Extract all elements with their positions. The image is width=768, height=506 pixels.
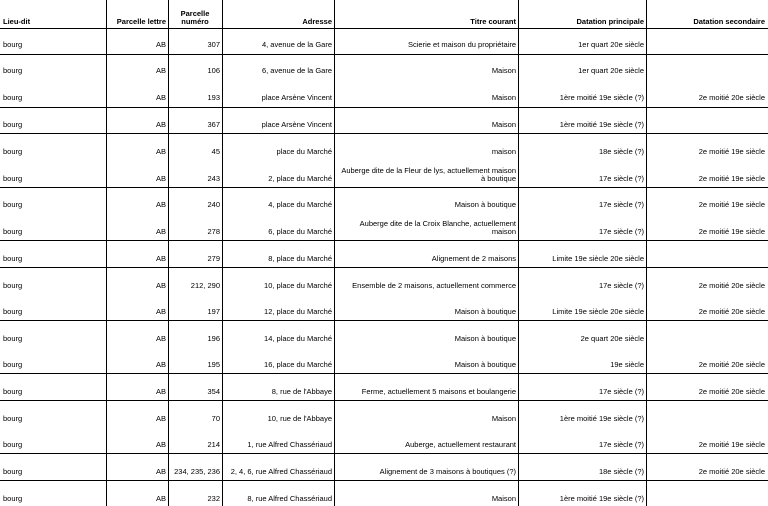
cell-datation-principale: Limite 19e siècle 20e siècle [552,307,644,316]
cell-parcelle-numero: 279 [207,254,220,263]
column-divider [222,0,223,506]
cell-parcelle-lettre: AB [155,40,166,49]
cell-parcelle-lettre: AB [155,414,166,423]
cell-datation-principale: Limite 19e siècle 20e siècle [552,254,644,263]
header-lieu-dit: Lieu-dit [3,17,31,26]
cell-lieu-dit: bourg [3,281,23,290]
column-divider [168,0,169,506]
cell-datation-secondaire: 2e moitié 20e siècle [698,281,765,290]
cell-datation-principale: 1er quart 20e siècle [578,40,644,49]
cell-titre-courant: Maison à boutique [454,360,516,369]
header-datation-principale: Datation principale [576,17,644,26]
cell-parcelle-lettre: AB [155,200,166,209]
column-divider [518,0,519,506]
cell-parcelle-numero: 197 [207,307,220,316]
cell-adresse: 10, rue de l'Abbaye [267,414,332,423]
cell-titre-courant: Auberge dite de la Croix Blanche, actuellement maison [359,219,516,236]
cell-datation-secondaire [648,479,765,503]
cell-datation-secondaire [648,319,765,343]
cell-parcelle-numero: 234, 235, 236 [174,467,220,476]
cell-datation-secondaire: 2e moitié 19e siècle [698,440,765,449]
cell-lieu-dit: bourg [3,147,23,156]
cell-datation-principale: 17e siècle (?) [598,440,644,449]
cell-datation-principale: 17e siècle (?) [598,281,644,290]
cell-parcelle-lettre: AB [155,174,166,183]
cell-datation-secondaire: 2e moitié 20e siècle [698,387,765,396]
cell-parcelle-lettre: AB [155,93,166,102]
cell-datation-principale: 17e siècle (?) [598,227,644,236]
cell-datation-secondaire [648,239,765,263]
cell-parcelle-lettre: AB [155,387,166,396]
cell-adresse: place Arsène Vincent [261,120,332,129]
cell-parcelle-numero: 307 [207,40,220,49]
cell-datation-principale: 2e quart 20e siècle [580,334,644,343]
cell-lieu-dit: bourg [3,120,23,129]
cell-adresse: place Arsène Vincent [261,93,332,102]
cell-adresse: 4, avenue de la Gare [261,40,332,49]
header-datation-secondaire: Datation secondaire [693,17,765,26]
cell-datation-secondaire: 2e moitié 19e siècle [698,174,765,183]
cell-lieu-dit: bourg [3,360,23,369]
cell-parcelle-lettre: AB [155,120,166,129]
cell-adresse: place du Marché [276,147,332,156]
cell-datation-principale: 1ère moitié 19e siècle (?) [559,414,644,423]
cell-titre-courant: Maison [491,120,516,129]
cell-datation-secondaire: 2e moitié 20e siècle [698,307,765,316]
cell-parcelle-lettre: AB [155,467,166,476]
cell-titre-courant: Maison à boutique [454,307,516,316]
cell-adresse: 8, place du Marché [268,254,332,263]
cell-titre-courant: Maison [491,66,516,75]
cell-lieu-dit: bourg [3,334,23,343]
cell-lieu-dit: bourg [3,387,23,396]
cell-datation-principale: 1ère moitié 19e siècle (?) [559,120,644,129]
cell-lieu-dit: bourg [3,200,23,209]
cell-parcelle-numero: 196 [207,334,220,343]
cell-lieu-dit: bourg [3,227,23,236]
cell-lieu-dit: bourg [3,414,23,423]
cell-datation-secondaire: 2e moitié 19e siècle [698,227,765,236]
cell-lieu-dit: bourg [3,93,23,102]
cell-parcelle-lettre: AB [155,66,166,75]
cell-datation-principale: 18e siècle (?) [598,467,644,476]
cell-parcelle-numero: 70 [211,414,220,423]
column-divider [334,0,335,506]
cell-datation-principale: 17e siècle (?) [598,174,644,183]
cell-datation-secondaire: 2e moitié 19e siècle [698,147,765,156]
cell-datation-secondaire: 2e moitié 20e siècle [698,360,765,369]
cell-parcelle-numero: 214 [207,440,220,449]
cell-titre-courant: Auberge dite de la Fleur de lys, actuellement maison à boutique [341,166,516,183]
cell-parcelle-lettre: AB [155,494,166,503]
cell-parcelle-numero: 212, 290 [190,281,220,290]
cell-parcelle-numero: 367 [207,120,220,129]
cell-parcelle-lettre: AB [155,440,166,449]
cell-titre-courant: Ferme, actuellement 5 maisons et boulangerie [361,387,516,396]
cell-parcelle-lettre: AB [155,254,166,263]
cell-titre-courant: Maison [491,414,516,423]
cell-datation-secondaire [648,399,765,423]
cell-adresse: 4, place du Marché [268,200,332,209]
cell-titre-courant: Ensemble de 2 maisons, actuellement commerce [352,281,516,290]
cell-parcelle-lettre: AB [155,147,166,156]
cell-datation-secondaire [648,25,765,49]
cell-titre-courant: Alignement de 3 maisons à boutiques (?) [379,467,516,476]
cell-titre-courant: Auberge, actuellement restaurant [405,440,516,449]
cell-datation-secondaire: 2e moitié 19e siècle [698,200,765,209]
cell-adresse: 2, place du Marché [268,174,332,183]
cell-parcelle-numero: 240 [207,200,220,209]
cell-adresse: 6, avenue de la Gare [261,66,332,75]
cell-adresse: 6, place du Marché [268,227,332,236]
cell-datation-principale: 1ère moitié 19e siècle (?) [559,93,644,102]
cell-lieu-dit: bourg [3,66,23,75]
cell-lieu-dit: bourg [3,174,23,183]
cell-parcelle-lettre: AB [155,307,166,316]
cell-titre-courant: Maison à boutique [454,200,516,209]
cell-parcelle-numero: 354 [207,387,220,396]
cell-parcelle-lettre: AB [155,334,166,343]
cell-adresse: 8, rue de l'Abbaye [271,387,332,396]
cell-adresse: 1, rue Alfred Chassériaud [247,440,332,449]
cell-parcelle-numero: 195 [207,360,220,369]
header-adresse: Adresse [302,17,332,26]
cell-datation-principale: 18e siècle (?) [598,147,644,156]
cell-datation-secondaire [648,105,765,129]
cell-datation-principale: 1ère moitié 19e siècle (?) [559,494,644,503]
cell-parcelle-numero: 193 [207,93,220,102]
cell-lieu-dit: bourg [3,467,23,476]
header-parcelle-numero: Parcelle numéro [180,9,210,26]
cell-datation-principale: 17e siècle (?) [598,200,644,209]
header-parcelle-lettre: Parcelle lettre [116,17,166,26]
cell-parcelle-numero: 45 [211,147,220,156]
cell-adresse: 2, 4, 6, rue Alfred Chassériaud [230,467,332,476]
cell-parcelle-numero: 232 [207,494,220,503]
cell-titre-courant: Scierie et maison du propriétaire [408,40,516,49]
cell-parcelle-lettre: AB [155,281,166,290]
cell-titre-courant: maison [491,147,516,156]
cell-datation-principale: 1er quart 20e siècle [578,66,644,75]
column-divider [646,0,647,506]
cell-datation-principale: 19e siècle [610,360,644,369]
cell-adresse: 14, place du Marché [264,334,332,343]
cell-datation-secondaire [648,51,765,75]
cell-titre-courant: Alignement de 2 maisons [431,254,516,263]
cell-lieu-dit: bourg [3,254,23,263]
cell-parcelle-numero: 278 [207,227,220,236]
cell-titre-courant: Maison [491,494,516,503]
cell-lieu-dit: bourg [3,494,23,503]
cell-lieu-dit: bourg [3,307,23,316]
cell-parcelle-lettre: AB [155,227,166,236]
cell-titre-courant: Maison [491,93,516,102]
cell-adresse: 8, rue Alfred Chassériaud [247,494,332,503]
cell-adresse: 12, place du Marché [264,307,332,316]
cell-parcelle-numero: 106 [207,66,220,75]
cell-datation-secondaire: 2e moitié 20e siècle [698,93,765,102]
cell-datation-secondaire: 2e moitié 20e siècle [698,467,765,476]
column-divider [106,0,107,506]
cell-lieu-dit: bourg [3,440,23,449]
cell-adresse: 16, place du Marché [264,360,332,369]
header-titre-courant: Titre courant [470,17,516,26]
cell-parcelle-numero: 243 [207,174,220,183]
cell-parcelle-lettre: AB [155,360,166,369]
cell-adresse: 10, place du Marché [264,281,332,290]
cell-lieu-dit: bourg [3,40,23,49]
cell-titre-courant: Maison à boutique [454,334,516,343]
cell-datation-principale: 17e siècle (?) [598,387,644,396]
